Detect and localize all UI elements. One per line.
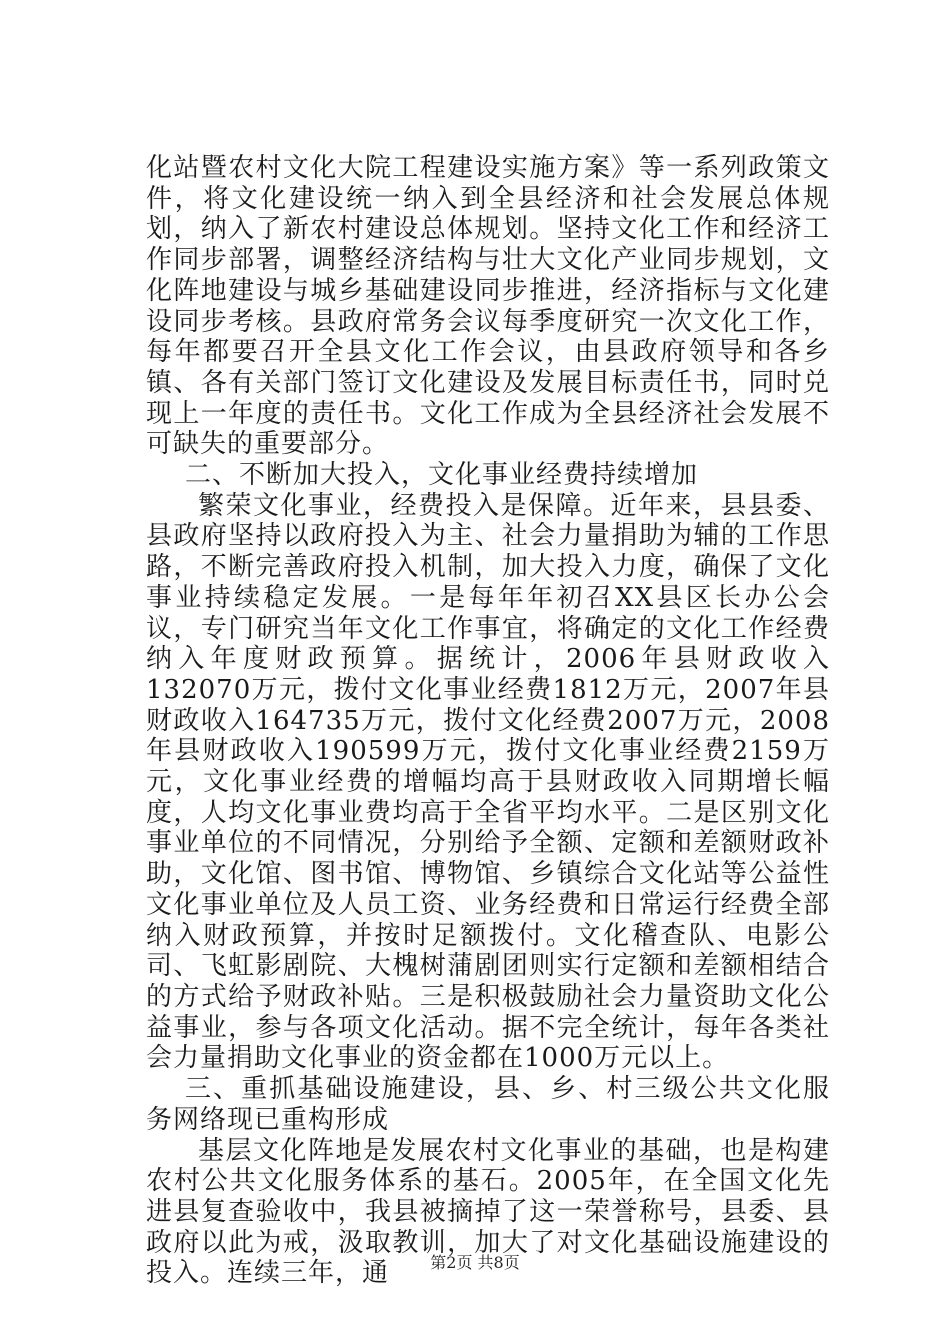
section-heading-3: 三、重抓基础设施建设，县、乡、村三级公共文化服务网络现已重构形成	[146, 1074, 830, 1135]
paragraph-continuation: 化站暨农村文化大院工程建设实施方案》等一系列政策文件，将文化建设统一纳入到全县经济和社会发展总体规划，纳入了新农村建设总体规划。坚持文化工作和经济工作同步部署，调整经济结构与壮大文化产业同步规划，文化阵地建设与城乡基础建设同步推进，经济指标与文化建设同步考核。县政府常务会议每季度研究一次文化工作，每年都要召开全县文化工作会议，由县政府领导和各乡镇、各有关部门签订文化建设及发展目标责任书，同时兑现上一年度的责任书。文化工作成为全县经济社会发展不可缺失的重要部分。	[146, 153, 830, 460]
page-footer: 第2页 共8页	[430, 1253, 520, 1272]
document-body	[146, 153, 830, 1289]
paragraph-funding: 繁荣文化事业，经费投入是保障。近年来，县县委、县政府坚持以政府投入为主、社会力量捐助为辅的工作思路，不断完善政府投入机制，加大投入力度，确保了文化事业持续稳定发展。一是每年年初召XX县区长办公会议，专门研究当年文化工作事宜，将确定的文化工作经费纳入年度财政预算。据统计，2006年县财政收入132070万元，拨付文化事业经费1812万元，2007年县财政收入164735万元，拨付文化经费2007万元，2008年县财政收入190599万元，拨付文化事业经费2159万元，文化事业经费的增幅均高于县财政收入同期增长幅度，人均文化事业费均高于全省平均水平。二是区别文化事业单位的不同情况，分别给予全额、定额和差额财政补助，文化馆、图书馆、博物馆、乡镇综合文化站等公益性文化事业单位及人员工资、业务经费和日常运行经费全部纳入财政预算，并按时足额拨付。文化稽查队、电影公司、飞虹影剧院、大槐树蒲剧团则实行定额和差额相结合的方式给予财政补贴。三是积极鼓励社会力量资助文化公益事业，参与各项文化活动。据不完全统计，每年各类社会力量捐助文化事业的资金都在1000万元以上。	[146, 490, 830, 1074]
section-heading-2: 二、不断加大投入，文化事业经费持续增加	[185, 460, 699, 491]
paragraph-infrastructure: 基层文化阵地是发展农村文化事业的基础，也是构建农村公共文化服务体系的基石。2005年，在全国文化先进县复查验收中，我县被摘掉了这一荣誉称号，县委、县政府以此为戒，汲取教训，加大了对文化基础设施建设的投入。连续三年，通	[146, 1135, 830, 1289]
